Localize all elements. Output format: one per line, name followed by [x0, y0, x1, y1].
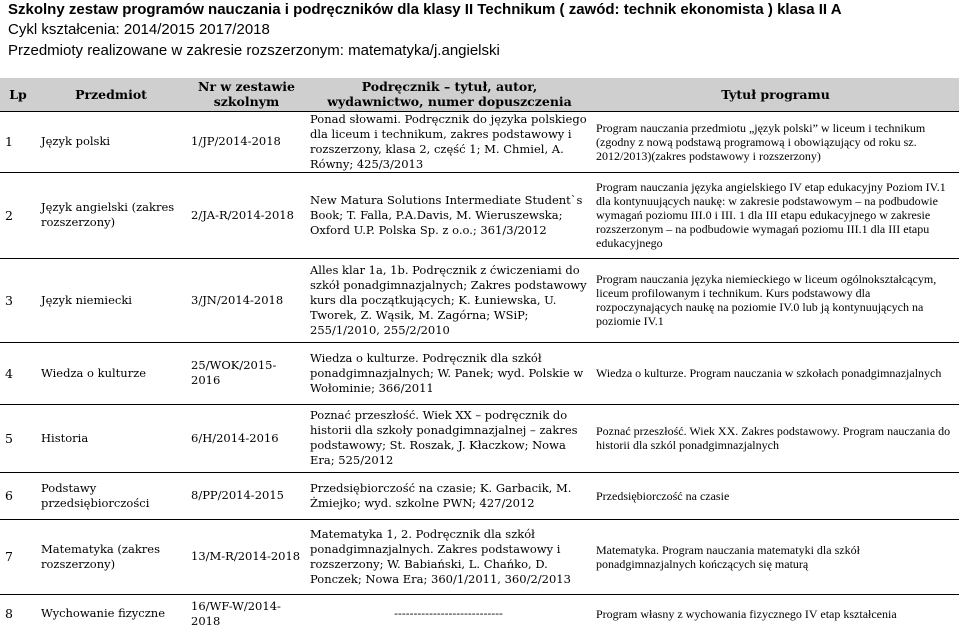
row-program: Przedsiębiorczość na czasie	[596, 488, 730, 503]
header-nr: Nr w zestawie szkolnym	[186, 78, 307, 111]
row-nr: 13/M-R/2014-2018	[191, 549, 301, 563]
table-row	[0, 594, 959, 633]
row-program: Wiedza o kulturze. Program nauczania w szkołach ponadgimnazjalnych	[596, 366, 942, 380]
row-nr: 8/PP/2014-2015	[191, 488, 284, 502]
row-book: Poznać przeszłość. Wiek XX – podręcznik do historii dla szkoły ponadgimnazjalnej – zakres podstawowy; St. Roszak, J. Kłaczkow; Nowa Era; 525/2012	[310, 408, 578, 467]
table-row	[0, 258, 959, 342]
row-program: Program nauczania języka niemieckiego w liceum ogólnokształcącym, liceum profilowanym i technikum. Kurs podstawowy dla rozpoczynających naukę na poziomie IV.0 lub ją kontynuujących na poziomie IV.1	[596, 272, 937, 328]
table-row	[0, 472, 959, 519]
row-subject: Język niemiecki	[41, 292, 132, 307]
row-subject: Wiedza o kulturze	[41, 365, 147, 380]
row-lp: 8	[5, 606, 13, 622]
row-subject: Podstawy przedsiębiorczości	[41, 480, 150, 510]
row-book: Wiedza o kulturze. Podręcznik dla szkół ponadgimnazjalnych; W. Panek; wyd. Polskie w Wołominie; 366/2011	[310, 350, 584, 395]
row-lp: 7	[5, 549, 13, 564]
row-nr: 2/JA-R/2014-2018	[191, 207, 294, 222]
row-subject: Język polski	[41, 134, 111, 148]
row-program: Program własny z wychowania fizycznego IV etap kształcenia	[596, 606, 897, 621]
row-lp: 5	[5, 430, 13, 446]
row-book: Ponad słowami. Podręcznik do języka polskiego dla liceum i technikum, zakres podstawowy i rozszerzony, klasa 2, część 1; M. Chmiel, A. Równy; 425/3/2013	[310, 111, 587, 171]
row-lp: 1	[5, 134, 13, 149]
row-program: Matematyka. Program nauczania matematyki dla szkół ponadgimnazjalnych kończących się maturą	[596, 542, 860, 571]
header-subject: Przedmiot	[36, 78, 186, 111]
row-book: New Matura Solutions Intermediate Student`s Book; T. Falla, P.A.Davis, M. Wieruszewska; Oxford U.P. Polska Sp. z o.o.; 361/3/2012	[310, 192, 583, 237]
row-nr: 16/WF-W/2014-2018	[191, 598, 281, 628]
header-book: Podręcznik – tytuł, autor, wydawnictwo, numer dopuszczenia	[307, 78, 592, 111]
row-nr: 6/H/2014-2016	[191, 430, 279, 445]
row-lp: 2	[5, 207, 13, 223]
table-row	[0, 342, 959, 404]
document-title: Szkolny zestaw programów nauczania i podręczników dla klasy II Technikum ( zawód: technik ekonomista ) klasa II A	[8, 1, 842, 18]
row-lp: 6	[5, 488, 13, 503]
row-nr: 25/WOK/2015-2016	[191, 358, 277, 387]
table-row	[0, 519, 959, 594]
header-program: Tytuł programu	[592, 78, 959, 111]
row-subject: Język angielski (zakres rozszerzony)	[41, 200, 175, 229]
row-program: Program nauczania przedmiotu „język polski” w liceum i technikum (zgodny z nową podstawą programową i obowiązujący od roku sz. 2012/2013)(zakres podstawowy i rozszerzony)	[596, 120, 926, 163]
row-nr: 1/JP/2014-2018	[191, 134, 281, 148]
row-program: Poznać przeszłość. Wiek XX. Zakres podstawowy. Program nauczania do historii dla szkól ponadgimnazjalnych	[596, 424, 951, 452]
row-subject: Matematyka (zakres rozszerzony)	[41, 541, 160, 571]
row-subject: Wychowanie fizyczne	[41, 606, 166, 621]
row-book: Matematyka 1, 2. Podręcznik dla szkół ponadgimnazjalnych. Zakres podstawowy i rozszerzony; W. Babiański, L. Chańko, D. Ponczek; Nowa Era; 360/1/2011, 360/2/2013	[310, 526, 571, 586]
table-row	[0, 172, 959, 258]
row-book: Alles klar 1a, 1b. Podręcznik z ćwiczeniami do szkół ponadgimnazjalnych; Zakres podstawowy kurs dla początkujących; K. Łuniewska, U. Tworek, Z. Wąsik, M. Zagórna; WSiP; 255/1/2010, 255/2/2010	[310, 262, 587, 337]
education-cycle: Cykl kształcenia: 2014/2015 2017/2018	[8, 21, 270, 38]
extended-subjects: Przedmioty realizowane w zakresie rozszerzonym: matematyka/j.angielski	[8, 42, 500, 59]
row-subject: Historia	[41, 430, 89, 445]
header-lp: Lp	[0, 78, 36, 111]
row-book: ----------------------------	[394, 606, 503, 621]
row-lp: 3	[5, 292, 13, 308]
table-header-row	[0, 78, 959, 111]
textbook-table	[0, 78, 959, 633]
row-nr: 3/JN/2014-2018	[191, 292, 284, 307]
table-row	[0, 404, 959, 472]
row-book: Przedsiębiorczość na czasie; K. Garbacik, M. Żmiejko; wyd. szkolne PWN; 427/2012	[310, 480, 572, 510]
row-lp: 4	[5, 365, 13, 381]
table-row	[0, 111, 959, 172]
row-program: Program nauczania języka angielskiego IV etap edukacyjny Poziom IV.1 dla kontynuujących naukę: w zakresie podstawowym – na podbudowie wymagań poziomu III.0 i III. 1 dla III etapu edukacyjnego w zakresie rozszerzonym – na podbudowie wymagań poziomu III.1 dla III etapu edukacyjnego	[596, 180, 946, 250]
